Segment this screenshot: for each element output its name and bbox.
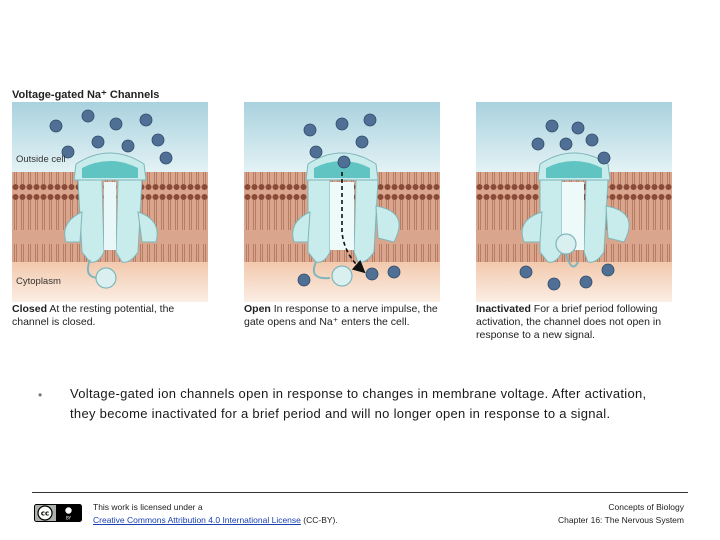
svg-text:BY: BY (66, 515, 71, 521)
svg-text:cc: cc (40, 509, 50, 518)
course-title: Concepts of Biology (608, 502, 684, 512)
caption-open-state: Open (244, 303, 271, 315)
caption-inactivated-state: Inactivated (476, 303, 531, 315)
caption-open-text: In response to a nerve impulse, the gate opens and Na⁺ enters the cell. (244, 303, 438, 328)
course-info (558, 501, 684, 527)
caption-inactivated-text: For a brief period following activation, the channel does not open in response to a new signal. (476, 303, 662, 341)
bullet-point: • (38, 388, 43, 402)
license-notice (93, 501, 338, 527)
caption-closed (12, 303, 212, 329)
channel-inactivated-illustration (476, 102, 672, 302)
caption-closed-state: Closed (12, 303, 48, 315)
caption-closed-text: At the resting potential, the channel is closed. (12, 303, 175, 328)
license-prefix: This work is licensed under a (93, 502, 203, 512)
bullet-text: Voltage-gated ion channels open in response to changes in membrane voltage. After activation, they become inactivated for a brief period and will no longer open in response to a signal. (70, 386, 647, 421)
chapter-title: Chapter 16: The Nervous System (558, 515, 684, 525)
panel-inactivated (476, 102, 672, 302)
license-link[interactable]: Creative Commons Attribution 4.0 International License (93, 515, 301, 525)
license-suffix: (CC-BY). (300, 515, 338, 525)
channel-closed-illustration (12, 102, 208, 302)
figure-title: Voltage-gated Na⁺ Channels (12, 89, 160, 101)
footer-divider (32, 492, 688, 493)
panel-open (244, 102, 440, 302)
panel-closed (12, 102, 208, 302)
cytoplasm-label: Cytoplasm (16, 276, 61, 287)
caption-open (244, 303, 444, 329)
channel-open-illustration (244, 102, 440, 302)
cc-by-license-icon[interactable] (34, 504, 82, 522)
outside-cell-label: Outside cell (16, 154, 66, 165)
caption-inactivated (476, 303, 676, 342)
